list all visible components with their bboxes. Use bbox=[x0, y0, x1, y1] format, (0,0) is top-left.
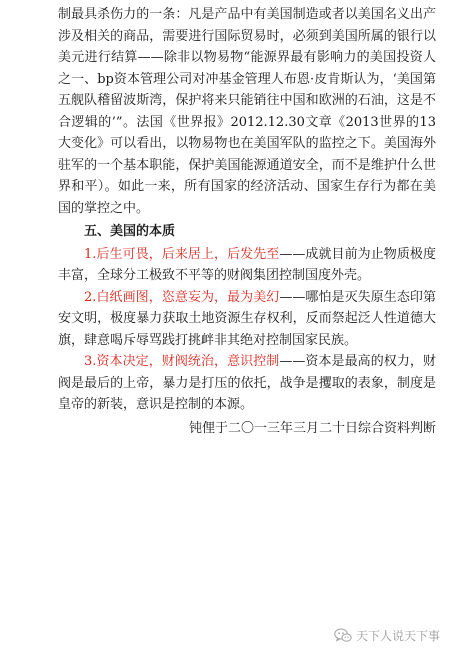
section-heading: 五、美国的本质 bbox=[84, 224, 176, 239]
paragraph-1: 制最具杀伤力的一条：凡是产品中有美国制造或者以美国名义出产涉及相关的商品，需要进行国际贸易时，必须到美国所属的银行以美元进行结算——除非以物易物“能源界最有影响力的美国投资人之一、bp资本管理公司对冲基金管理人布恩·皮肯斯认为，‘美国第五舰队稽留波斯湾，保护将来只能销往中国和欧洲的石油，这是不合逻辑的’”。法国《世界报》2012.12.30文章《2013世界的13大变化》可以看出，以物易物也在美国军队的监控之下。美国海外驻军的一个基本职能，保护美国能源通道安全，而不是维护什么世界和平）。如此一来，所有国家的经济活动、国家生存行为都在美国的掌控之中。 bbox=[58, 7, 436, 216]
list-item-text: ——哪怕是灭失原生态印第安文明，极度暴力获取土地资源生存权利，反而祭起泛人性道德大旗，肆意喝斥辱骂践打挑衅非其绝对控制国家民族。 bbox=[58, 289, 436, 348]
document-body bbox=[58, 4, 436, 439]
watermark bbox=[334, 627, 440, 644]
list-item-highlight: 3.资本决定，财阀统治，意识控制 bbox=[84, 354, 280, 369]
list-item-highlight: 1.后生可畏，后来居上，后发先至 bbox=[84, 246, 280, 262]
wechat-icon bbox=[334, 628, 352, 643]
list-item bbox=[58, 287, 436, 352]
list-item-text: ——成就目前为止物质极度丰富，全球分工极致不平等的财阀集团控制国度外壳。 bbox=[58, 246, 436, 283]
signature: 钝俚于二〇一三年三月二十日综合资料判断 bbox=[188, 420, 436, 436]
list-item bbox=[58, 244, 436, 287]
list-item-text: ——资本是最高的权力，财阀是最后的上帝，暴力是打压的依托，战争是攫取的表象，制度是皇帝的新装，意识是控制的本源。 bbox=[58, 354, 436, 412]
watermark-text: 天下人说天下事 bbox=[355, 629, 440, 643]
list-item bbox=[58, 351, 436, 416]
list-item-highlight: 2.白纸画图，恣意妄为，最为美幻 bbox=[84, 289, 280, 305]
